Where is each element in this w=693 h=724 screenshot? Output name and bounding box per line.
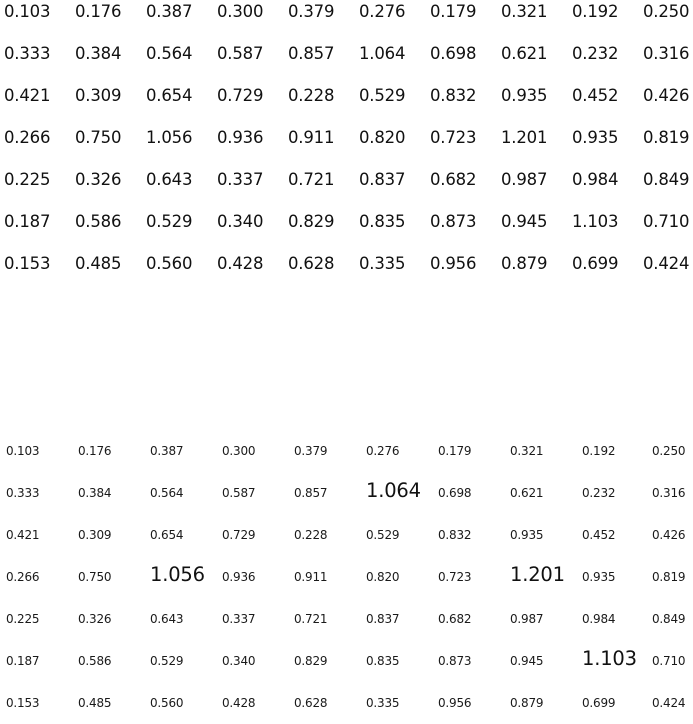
value-cell: 0.153 (4, 254, 51, 273)
value-cell: 0.879 (501, 254, 548, 273)
value-cell: 0.643 (146, 170, 193, 189)
value-cell: 0.873 (430, 212, 477, 231)
value-cell: 0.335 (359, 254, 406, 273)
value-cell: 0.335 (366, 696, 400, 710)
value-cell: 0.935 (572, 128, 619, 147)
value-cell: 0.387 (146, 2, 193, 21)
value-cell: 0.586 (78, 654, 112, 668)
value-cell: 0.750 (75, 128, 122, 147)
value-cell: 0.326 (75, 170, 122, 189)
value-cell: 0.956 (430, 254, 477, 273)
value-cell: 0.387 (150, 444, 184, 458)
value-cell: 0.276 (359, 2, 406, 21)
value-cell: 0.721 (288, 170, 335, 189)
value-cell: 0.424 (643, 254, 690, 273)
value-cell: 0.337 (217, 170, 264, 189)
value-cell: 0.628 (288, 254, 335, 273)
grid-row (0, 0, 693, 42)
value-cell: 0.628 (294, 696, 328, 710)
value-cell: 0.103 (4, 2, 51, 21)
grid-row (0, 598, 693, 640)
value-cell: 0.176 (75, 2, 122, 21)
value-cell: 0.829 (288, 212, 335, 231)
value-cell: 0.698 (438, 486, 472, 500)
value-cell: 0.428 (222, 696, 256, 710)
value-cell: 0.945 (510, 654, 544, 668)
grid-row (0, 514, 693, 556)
value-cell: 0.849 (652, 612, 686, 626)
value-cell: 0.426 (643, 86, 690, 105)
value-cell: 0.643 (150, 612, 184, 626)
value-cell: 0.832 (430, 86, 477, 105)
value-cell: 0.179 (430, 2, 477, 21)
value-cell: 0.321 (510, 444, 544, 458)
value-cell: 0.153 (6, 696, 40, 710)
emphasized-value-cell: 1.201 (510, 563, 565, 586)
value-cell: 0.564 (150, 486, 184, 500)
value-cell: 0.424 (652, 696, 686, 710)
value-cell: 0.857 (294, 486, 328, 500)
value-cell: 0.529 (150, 654, 184, 668)
value-cell: 0.935 (501, 86, 548, 105)
value-cell: 0.266 (4, 128, 51, 147)
value-cell: 0.225 (4, 170, 51, 189)
value-cell: 0.300 (217, 2, 264, 21)
value-cell: 0.987 (501, 170, 548, 189)
grid-row (0, 42, 693, 84)
value-cell: 1.201 (501, 128, 548, 147)
value-cell: 0.250 (652, 444, 686, 458)
value-cell: 0.835 (359, 212, 406, 231)
value-cell: 0.316 (643, 44, 690, 63)
value-cell: 0.529 (366, 528, 400, 542)
value-cell: 0.935 (582, 570, 616, 584)
value-cell: 0.187 (6, 654, 40, 668)
value-cell: 0.729 (222, 528, 256, 542)
value-cell: 0.750 (78, 570, 112, 584)
value-cell: 0.560 (150, 696, 184, 710)
grid-row (0, 84, 693, 126)
grid-row (0, 556, 693, 598)
value-cell: 0.820 (359, 128, 406, 147)
value-cell: 0.192 (582, 444, 616, 458)
value-cell: 0.309 (75, 86, 122, 105)
value-cell: 0.682 (438, 612, 472, 626)
value-cell: 0.935 (510, 528, 544, 542)
value-grid-emphasized (0, 430, 693, 724)
value-cell: 0.829 (294, 654, 328, 668)
value-cell: 0.729 (217, 86, 264, 105)
value-cell: 0.232 (582, 486, 616, 500)
value-cell: 0.710 (643, 212, 690, 231)
value-cell: 0.819 (652, 570, 686, 584)
value-cell: 0.340 (217, 212, 264, 231)
value-cell: 0.911 (294, 570, 328, 584)
value-cell: 0.384 (78, 486, 112, 500)
value-cell: 0.379 (288, 2, 335, 21)
value-cell: 0.682 (430, 170, 477, 189)
value-cell: 0.529 (146, 212, 193, 231)
grid-row (0, 640, 693, 682)
value-cell: 0.857 (288, 44, 335, 63)
value-cell: 0.654 (146, 86, 193, 105)
value-cell: 0.832 (438, 528, 472, 542)
value-cell: 0.421 (4, 86, 51, 105)
value-cell: 0.340 (222, 654, 256, 668)
value-cell: 0.337 (222, 612, 256, 626)
value-cell: 0.911 (288, 128, 335, 147)
value-cell: 0.698 (430, 44, 477, 63)
value-cell: 0.225 (6, 612, 40, 626)
value-cell: 0.176 (78, 444, 112, 458)
value-cell: 0.984 (572, 170, 619, 189)
value-cell: 0.529 (359, 86, 406, 105)
value-cell: 0.721 (294, 612, 328, 626)
value-cell: 0.103 (6, 444, 40, 458)
value-cell: 0.699 (582, 696, 616, 710)
value-cell: 0.654 (150, 528, 184, 542)
grid-row (0, 252, 693, 294)
grid-row (0, 472, 693, 514)
emphasized-value-cell: 1.103 (582, 647, 637, 670)
value-grid-uniform (0, 0, 693, 294)
value-cell: 0.564 (146, 44, 193, 63)
value-cell: 0.586 (75, 212, 122, 231)
value-cell: 0.984 (582, 612, 616, 626)
value-cell: 1.103 (572, 212, 619, 231)
grid-row (0, 168, 693, 210)
value-cell: 0.452 (582, 528, 616, 542)
value-cell: 0.232 (572, 44, 619, 63)
value-cell: 0.723 (438, 570, 472, 584)
grid-row (0, 210, 693, 252)
value-cell: 0.987 (510, 612, 544, 626)
value-cell: 0.956 (438, 696, 472, 710)
value-cell: 0.621 (501, 44, 548, 63)
value-cell: 0.192 (572, 2, 619, 21)
value-cell: 0.333 (6, 486, 40, 500)
value-cell: 0.266 (6, 570, 40, 584)
value-cell: 0.333 (4, 44, 51, 63)
value-cell: 0.820 (366, 570, 400, 584)
grid-row (0, 682, 693, 724)
value-cell: 0.873 (438, 654, 472, 668)
value-cell: 0.300 (222, 444, 256, 458)
value-cell: 0.187 (4, 212, 51, 231)
value-cell: 1.056 (146, 128, 193, 147)
value-cell: 0.485 (78, 696, 112, 710)
value-cell: 0.384 (75, 44, 122, 63)
value-cell: 0.250 (643, 2, 690, 21)
value-cell: 0.560 (146, 254, 193, 273)
value-cell: 0.452 (572, 86, 619, 105)
value-cell: 0.428 (217, 254, 264, 273)
value-cell: 0.835 (366, 654, 400, 668)
grid-row (0, 430, 693, 472)
emphasized-value-cell: 1.056 (150, 563, 205, 586)
value-cell: 0.179 (438, 444, 472, 458)
value-cell: 0.276 (366, 444, 400, 458)
value-cell: 0.426 (652, 528, 686, 542)
value-cell: 0.837 (366, 612, 400, 626)
value-cell: 0.421 (6, 528, 40, 542)
emphasized-value-cell: 1.064 (366, 479, 421, 502)
value-cell: 0.936 (217, 128, 264, 147)
value-cell: 0.849 (643, 170, 690, 189)
value-cell: 0.699 (572, 254, 619, 273)
value-cell: 1.064 (359, 44, 406, 63)
value-cell: 0.316 (652, 486, 686, 500)
value-cell: 0.309 (78, 528, 112, 542)
value-cell: 0.379 (294, 444, 328, 458)
value-cell: 0.837 (359, 170, 406, 189)
value-cell: 0.321 (501, 2, 548, 21)
value-cell: 0.879 (510, 696, 544, 710)
value-cell: 0.228 (288, 86, 335, 105)
value-cell: 0.587 (222, 486, 256, 500)
value-cell: 0.587 (217, 44, 264, 63)
value-cell: 0.326 (78, 612, 112, 626)
grid-row (0, 126, 693, 168)
value-cell: 0.936 (222, 570, 256, 584)
value-cell: 0.621 (510, 486, 544, 500)
value-cell: 0.945 (501, 212, 548, 231)
value-cell: 0.485 (75, 254, 122, 273)
value-cell: 0.723 (430, 128, 477, 147)
value-cell: 0.819 (643, 128, 690, 147)
value-cell: 0.228 (294, 528, 328, 542)
value-cell: 0.710 (652, 654, 686, 668)
